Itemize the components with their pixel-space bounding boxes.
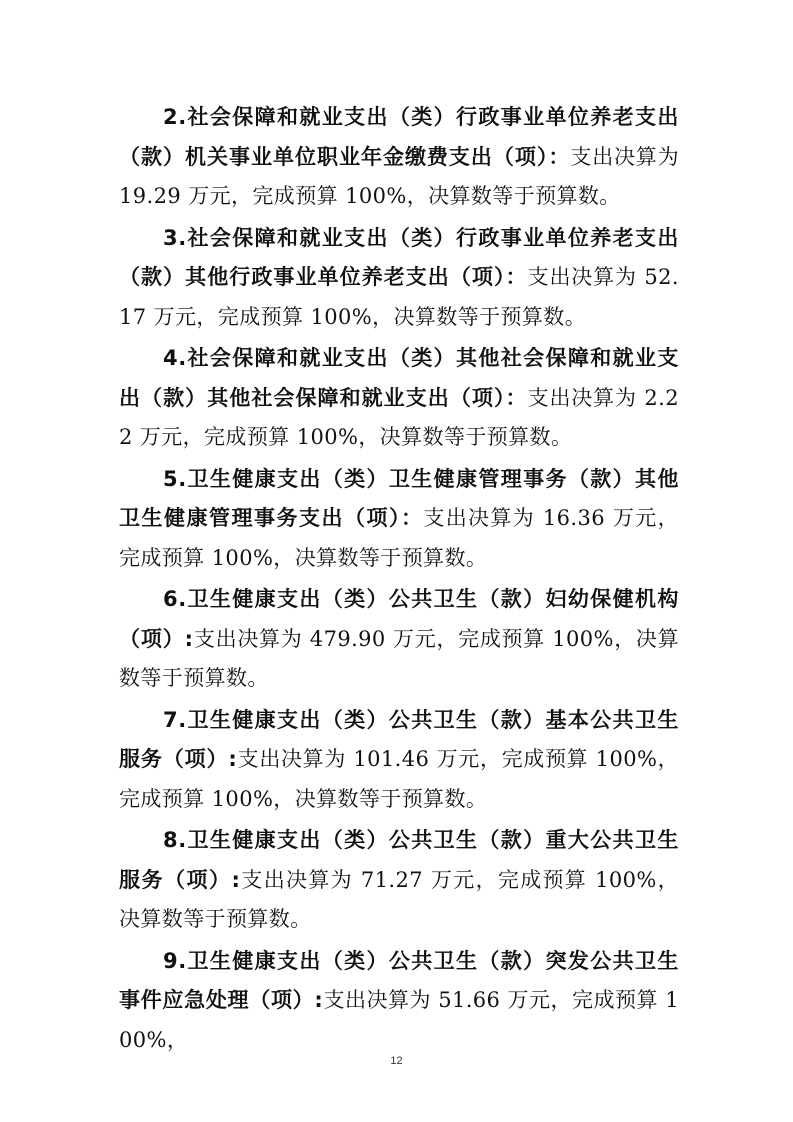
paragraph-body: 支出决算为 16.36 万元，完成预算 100%，决算数等于预算数。 bbox=[119, 506, 679, 570]
paragraph-heading: 3.社会保障和就业支出（类）行政事业单位养老支出（款）其他行政事业单位养老支出（项）： bbox=[119, 225, 679, 289]
paragraph-item-7 bbox=[119, 701, 679, 820]
paragraph-heading: 9.卫生健康支出（类）公共卫生（款）突发公共卫生事件应急处理（项）: bbox=[119, 948, 679, 1012]
page-number: 12 bbox=[390, 1055, 403, 1067]
paragraph-body: 支出决算为 19.29 万元，完成预算 100%，决算数等于预算数。 bbox=[119, 144, 679, 208]
paragraph-item-8 bbox=[119, 821, 679, 940]
paragraph-heading: 4.社会保障和就业支出（类）其他社会保障和就业支出（款）其他社会保障和就业支出（项）： bbox=[119, 346, 679, 410]
paragraph-item-4 bbox=[119, 339, 679, 458]
paragraph-body: 支出决算为 101.46 万元，完成预算 100%，完成预算 100%，决算数等于预算数。 bbox=[119, 747, 679, 811]
paragraph-body: 支出决算为 2.22 万元，完成预算 100%，决算数等于预算数。 bbox=[119, 385, 680, 449]
paragraph-heading: 7.卫生健康支出（类）公共卫生（款）基本公共卫生服务（项）: bbox=[119, 707, 679, 771]
paragraph-item-3 bbox=[119, 219, 679, 338]
paragraph-body: 支出决算为 51.66 万元，完成预算 100%， bbox=[119, 988, 679, 1052]
paragraph-heading: 6.卫生健康支出（类）公共卫生（款）妇幼保健机构（项）: bbox=[119, 587, 679, 651]
paragraph-heading: 2.社会保障和就业支出（类）行政事业单位养老支出（款）机关事业单位职业年金缴费支出（项）： bbox=[119, 105, 679, 169]
paragraph-body: 支出决算为 479.90 万元，完成预算 100%，决算数等于预算数。 bbox=[119, 626, 679, 690]
document-body bbox=[119, 98, 679, 1062]
paragraph-body: 支出决算为 71.27 万元，完成预算 100%，决算数等于预算数。 bbox=[119, 867, 680, 931]
paragraph-body: 支出决算为 52.17 万元，完成预算 100%，决算数等于预算数。 bbox=[119, 265, 680, 329]
paragraph-heading: 5.卫生健康支出（类）卫生健康管理事务（款）其他卫生健康管理事务支出（项）： bbox=[119, 466, 679, 530]
paragraph-item-5 bbox=[119, 460, 679, 579]
paragraph-heading: 8.卫生健康支出（类）公共卫生（款）重大公共卫生服务（项）: bbox=[119, 828, 679, 892]
paragraph-item-2 bbox=[119, 98, 679, 217]
paragraph-item-9 bbox=[119, 942, 679, 1061]
paragraph-item-6 bbox=[119, 580, 679, 699]
